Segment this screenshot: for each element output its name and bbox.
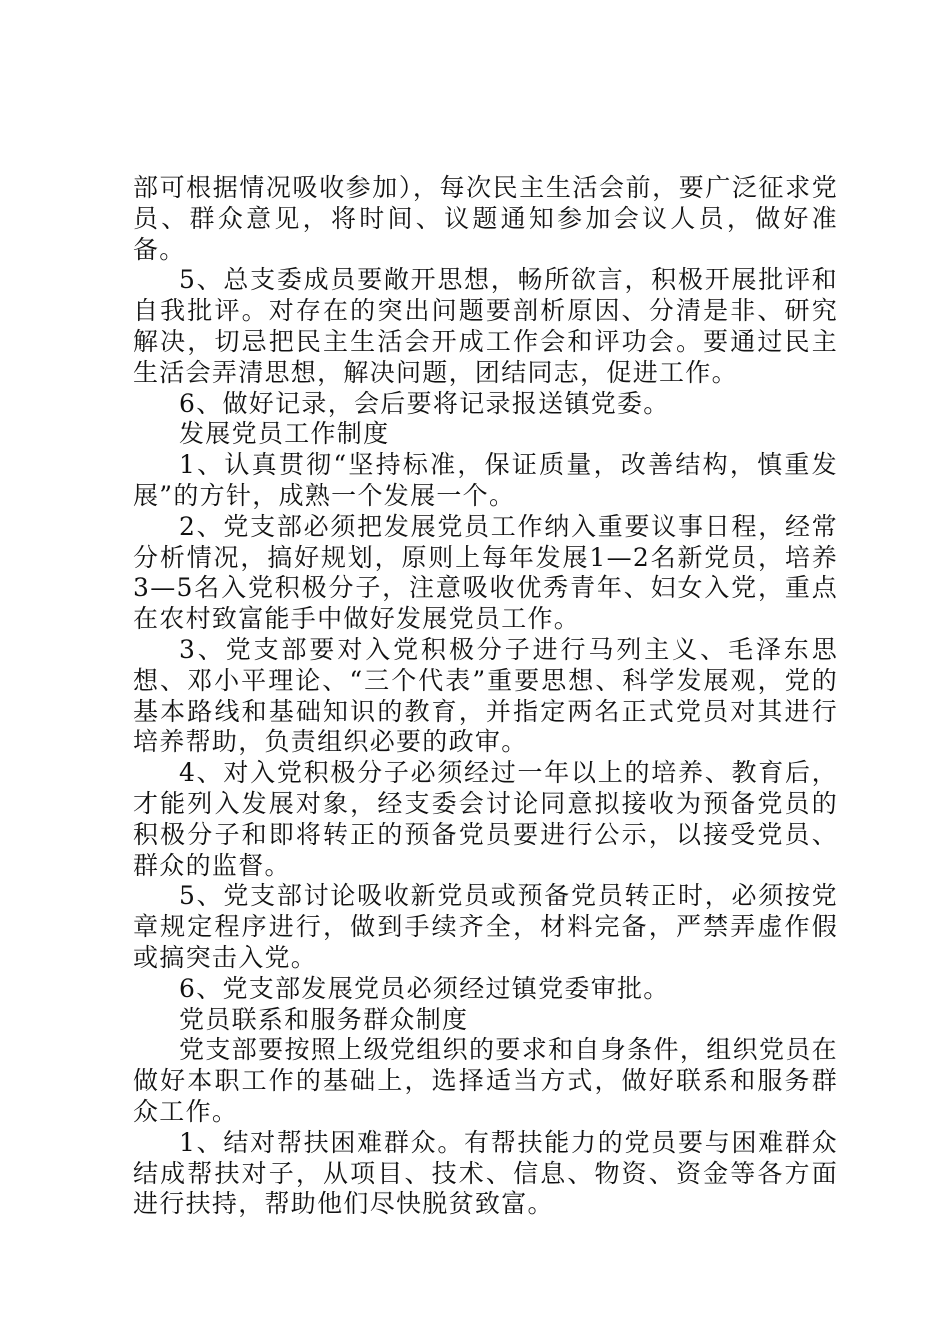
paragraph-10: 6、党支部发展党员必须经过镇党委审批。 xyxy=(179,973,670,1003)
paragraph-3: 6、做好记录，会后要将记录报送镇党委。 xyxy=(179,388,670,418)
paragraph-7: 3、党支部要对入党积极分子进行马列主义、毛泽东思想、邓小平理论、“三个代表”重要思想、科学发展观，党的基本路线和基础知识的教育，并指定两名正式党员对其进行培养帮助，负责组织必要的政审。 xyxy=(133,634,838,757)
paragraph-5: 1、认真贯彻“坚持标准，保证质量，改善结构，慎重发展”的方针，成熟一个发展一个。 xyxy=(133,450,838,510)
section-heading-party-development: 发展党员工作制度 xyxy=(179,419,390,449)
paragraph-8: 4、对入党积极分子必须经过一年以上的培养、教育后，才能列入发展对象，经支委会讨论同意拟接收为预备党员的积极分子和即将转正的预备党员要进行公示，以接受党员、群众的监督。 xyxy=(133,758,838,880)
paragraph-1: 部可根据情况吸收参加），每次民主生活会前，要广泛征求党员、群众意见，将时间、议题通知参加会议人员，做好准备。 xyxy=(133,173,838,264)
section-heading-serve-masses: 党员联系和服务群众制度 xyxy=(179,1004,469,1034)
document-body xyxy=(133,173,838,1220)
paragraph-13: 1、结对帮扶困难群众。有帮扶能力的党员要与困难群众结成帮扶对子，从项目、技术、信息、物资、资金等各方面进行扶持，帮助他们尽快脱贫致富。 xyxy=(133,1127,838,1219)
paragraph-12: 党支部要按照上级党组织的要求和自身条件，组织党员在做好本职工作的基础上，选择适当方式，做好联系和服务群众工作。 xyxy=(133,1035,838,1126)
paragraph-6: 2、党支部必须把发展党员工作纳入重要议事日程，经常分析情况，搞好规划，原则上每年发展1—2名新党员，培养3—5名入党积极分子，注意吸收优秀青年、妇女入党，重点在农村致富能手中做好发展党员工作。 xyxy=(133,511,838,634)
paragraph-2: 5、总支委成员要敞开思想，畅所欲言，积极开展批评和自我批评。对存在的突出问题要剖析原因、分清是非、研究解决，切忌把民主生活会开成工作会和评功会。要通过民主生活会弄清思想，解决问题，团结同志，促进工作。 xyxy=(133,265,838,387)
paragraph-9: 5、党支部讨论吸收新党员或预备党员转正时，必须按党章规定程序进行，做到手续齐全，材料完备，严禁弄虚作假或搞突击入党。 xyxy=(133,881,838,972)
